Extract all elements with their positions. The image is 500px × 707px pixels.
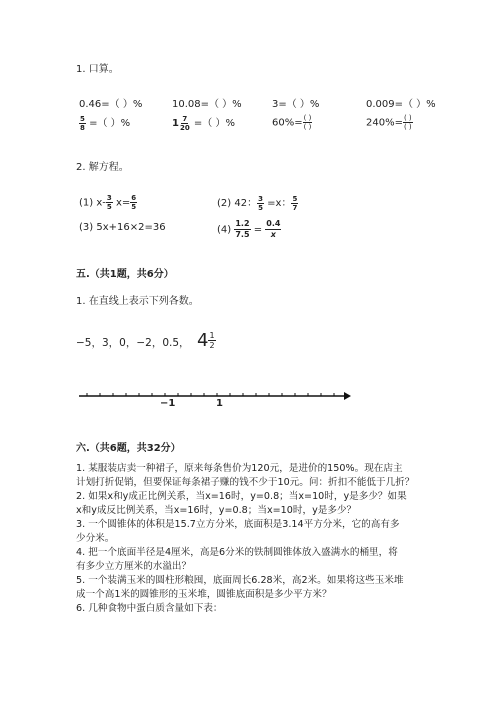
equation-3: (3) 5x+16×2=36: [79, 222, 166, 233]
equation-4: (4) $\frac{1.2}{7.5}$ = $\frac{0.4}{x}$: [217, 219, 281, 239]
fraction: $\frac{7}{20}$: [179, 114, 190, 132]
problem-line: 计划打折促销，但要保证每条裙子赚的钱不少于10元。问：折扣不能低于几折？: [76, 477, 415, 488]
oral-calc-1: 0.46=（ ）%: [79, 99, 143, 110]
section1-title: 1. 口算。: [76, 64, 119, 75]
problem-line: 5. 一个装满玉米的圆柱形粮囤，底面周长6.28米，高2米。如果将这些玉米堆: [76, 575, 404, 586]
problem-line: 1. 某服装店卖一种裙子，原来每条售价为120元，是进价的150%。现在店主: [76, 463, 403, 474]
fraction: $\frac{5}{8}$: [80, 114, 85, 132]
problem-line: x和y成反比例关系，当x=16时，y=0.8；当x=10时，y是多少？: [76, 505, 357, 516]
problem-line: 少分米。: [76, 533, 115, 544]
arrow-head-icon: [344, 392, 351, 400]
oral-calc-7: 60%= $\frac{( )}{( )}$: [272, 114, 312, 131]
oral-calc-5: $\frac{5}{8}$ =（ ）%: [80, 114, 131, 132]
section5-heading: 五.（共1题，共6分）: [76, 269, 174, 280]
tick-label-pos: 1: [216, 398, 223, 409]
question-text: 1. 在直线上表示下列各数。: [76, 296, 199, 307]
problem-line: 6. 几种食物中蛋白质含量如下表：: [76, 603, 223, 614]
section6-heading: 六.（共6题，共32分）: [76, 443, 181, 454]
fraction: $\frac{( )}{( )}$: [303, 114, 312, 131]
problem-line: 有多少立方厘米的水溢出？: [76, 561, 192, 572]
fraction: $\frac{6}{5}$: [131, 194, 137, 211]
problem-line: 成一个高1米的圆锥形的玉米堆，圆锥底面积是多少平方米？: [76, 589, 332, 600]
equation-2: (2) 42： $\frac{3}{5}$ =x： $\frac{5}{7}$: [217, 194, 298, 212]
mixed-number: 4 $\frac{1}{2}$: [197, 330, 215, 351]
oral-calc-8: 240%= $\frac{( )}{( )}$: [366, 114, 412, 131]
number-line: [74, 384, 354, 412]
problem-line: 3. 一个圆锥体的体积是15.7立方分米，底面积是3.14平方分米，它的高有多: [76, 519, 400, 530]
fraction: $\frac{1.2}{7.5}$: [235, 219, 250, 239]
number-list: −5，3，0，−2，0.5，: [76, 337, 190, 349]
fraction: $\frac{3}{5}$: [106, 194, 112, 211]
tick-label-neg: −1: [160, 398, 176, 409]
problem-line: 2. 如果x和y成正比例关系，当x=16时，y=0.8；当x=10时，y是多少？如果: [76, 491, 407, 502]
oral-calc-2: 10.08=（ ）%: [172, 99, 242, 110]
problem-line: 4. 把一个底面半径是4厘米，高是6分米的铁制圆锥体放入盛满水的桶里，将: [76, 547, 398, 558]
fraction: $\frac{( )}{( )}$: [403, 114, 412, 131]
section2-title: 2. 解方程。: [76, 162, 129, 173]
fraction: $\frac{5}{7}$: [292, 194, 298, 212]
fraction: $\frac{0.4}{x}$: [266, 219, 281, 239]
fraction: $\frac{3}{5}$: [258, 194, 263, 212]
equation-1: (1) x- $\frac{3}{5}$ x= $\frac{6}{5}$: [79, 194, 137, 211]
oral-calc-6: 1 $\frac{7}{20}$ =（ ）%: [172, 114, 235, 132]
oral-calc-4: 0.009=（ ）%: [366, 99, 436, 110]
oral-calc-3: 3=（ ）%: [272, 99, 320, 110]
